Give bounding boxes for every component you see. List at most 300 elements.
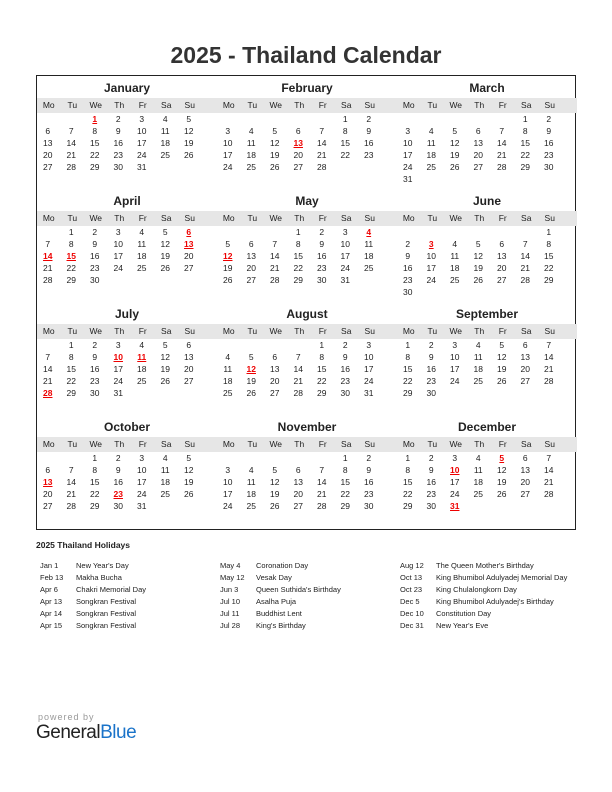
day: 8 (405, 352, 411, 362)
week-row (36, 363, 217, 375)
empty-day (240, 452, 264, 464)
day: 18 (246, 150, 256, 160)
day: 10 (223, 477, 233, 487)
holiday-item (400, 584, 580, 596)
holiday-day: 4 (366, 227, 372, 237)
day: 5 (186, 114, 192, 124)
empty-day (287, 452, 311, 464)
day: 24 (137, 150, 147, 160)
empty-day (263, 226, 287, 238)
day: 22 (66, 376, 76, 386)
empty-day (443, 113, 467, 125)
day: 27 (293, 162, 303, 172)
day: 18 (246, 489, 256, 499)
empty-day (36, 452, 60, 464)
weekday-label: Mo (42, 439, 55, 449)
day: 1 (295, 227, 301, 237)
day: 5 (162, 340, 168, 350)
day: 24 (403, 162, 413, 172)
day: 7 (68, 465, 74, 475)
holiday-date: Jul 10 (220, 597, 241, 606)
week-row (216, 339, 397, 351)
weekday-label: Fr (138, 100, 147, 110)
day: 2 (428, 340, 434, 350)
empty-day (490, 113, 514, 125)
day: 2 (366, 114, 372, 124)
day: 16 (113, 477, 123, 487)
week-row (396, 476, 577, 488)
day: 22 (66, 263, 76, 273)
day: 8 (92, 126, 98, 136)
day: 4 (452, 239, 458, 249)
day: 18 (364, 251, 374, 261)
week-row (36, 238, 217, 250)
month-name: August (286, 307, 328, 321)
day: 1 (319, 340, 325, 350)
day: 14 (43, 364, 53, 374)
weekday-header (397, 324, 577, 339)
day: 4 (139, 227, 145, 237)
weekday-label: Sa (161, 100, 172, 110)
day: 22 (293, 263, 303, 273)
day: 14 (520, 251, 530, 261)
day: 1 (342, 114, 348, 124)
week-row (396, 125, 577, 137)
holiday-date: May 12 (220, 573, 245, 582)
empty-day (263, 452, 287, 464)
day: 29 (520, 162, 530, 172)
holiday-date: Apr 6 (40, 585, 58, 594)
month-april (37, 189, 217, 302)
weekday-label: Sa (521, 213, 532, 223)
day: 22 (403, 489, 413, 499)
day: 16 (544, 138, 554, 148)
day: 14 (497, 138, 507, 148)
weekday-label: We (449, 100, 463, 110)
day: 4 (248, 465, 254, 475)
holiday-item (40, 596, 220, 608)
day: 11 (223, 364, 233, 374)
holiday-day: 11 (137, 352, 147, 362)
day: 9 (428, 352, 434, 362)
weekday-label: Sa (521, 326, 532, 336)
holiday-item (220, 560, 400, 572)
weekday-label: We (449, 326, 463, 336)
day: 31 (137, 162, 147, 172)
week-row (396, 363, 577, 375)
day: 25 (160, 150, 170, 160)
day: 27 (43, 501, 53, 511)
week-row (396, 488, 577, 500)
day: 29 (90, 501, 100, 511)
day: 26 (473, 275, 483, 285)
day: 6 (475, 126, 481, 136)
day: 26 (184, 150, 194, 160)
day: 5 (186, 453, 192, 463)
week-row (216, 125, 397, 137)
holiday-date: Apr 15 (40, 621, 63, 630)
day: 2 (115, 453, 121, 463)
empty-day (240, 113, 264, 125)
day: 7 (522, 239, 528, 249)
day: 6 (295, 465, 301, 475)
generalblue-logo[interactable] (36, 712, 136, 744)
day: 13 (246, 251, 256, 261)
holiday-day: 13 (43, 477, 53, 487)
month-name: September (455, 307, 519, 321)
day: 15 (90, 477, 100, 487)
holiday-date: Apr 13 (40, 597, 63, 606)
weekday-label: Mo (222, 439, 235, 449)
day: 8 (522, 126, 528, 136)
day: 14 (66, 477, 76, 487)
weekday-header (217, 437, 397, 452)
holiday-date: Dec 10 (400, 609, 424, 618)
day: 3 (452, 453, 458, 463)
day: 25 (137, 376, 147, 386)
weekday-label: Tu (427, 439, 438, 449)
weekday-label: Mo (222, 100, 235, 110)
day: 24 (223, 162, 233, 172)
day: 26 (497, 376, 507, 386)
day: 24 (113, 376, 123, 386)
day: 29 (66, 275, 76, 285)
day: 14 (544, 352, 554, 362)
day: 12 (184, 126, 194, 136)
day: 26 (497, 489, 507, 499)
week-row (396, 286, 577, 298)
day: 4 (139, 340, 145, 350)
day: 21 (317, 150, 327, 160)
week-row (216, 375, 397, 387)
holiday-day: 10 (113, 352, 123, 362)
weekday-label: Su (364, 326, 375, 336)
day: 2 (319, 227, 325, 237)
empty-day (396, 113, 420, 125)
holiday-name: Songkran Festival (76, 609, 137, 618)
month-july (37, 302, 217, 415)
day: 2 (366, 453, 372, 463)
week-row (216, 262, 397, 274)
day: 30 (113, 162, 123, 172)
week-row (36, 339, 217, 351)
day: 23 (90, 263, 100, 273)
day: 6 (186, 340, 192, 350)
month-name: July (114, 307, 139, 321)
weekday-label: Su (184, 326, 195, 336)
day: 17 (223, 489, 233, 499)
week-row (396, 173, 577, 185)
holiday-list (36, 540, 596, 630)
holiday-item (40, 584, 220, 596)
page-title: 2025 - Thailand Calendar (170, 42, 442, 68)
day: 7 (295, 352, 301, 362)
day: 28 (66, 501, 76, 511)
holiday-item (220, 608, 400, 620)
day: 28 (520, 275, 530, 285)
day: 5 (162, 227, 168, 237)
day: 18 (137, 364, 147, 374)
holiday-day: 31 (450, 501, 460, 511)
week-row (36, 125, 217, 137)
weekday-label: We (269, 213, 283, 223)
day: 5 (452, 126, 458, 136)
day: 26 (184, 489, 194, 499)
holiday-day: 1 (92, 114, 98, 124)
holiday-day: 12 (223, 251, 233, 261)
calendar-grid (36, 75, 576, 530)
weekday-label: We (89, 213, 103, 223)
day: 14 (317, 138, 327, 148)
day: 18 (426, 150, 436, 160)
weekday-label: Th (474, 326, 485, 336)
weekday-label: Mo (402, 100, 415, 110)
holiday-name: Buddhist Lent (256, 609, 302, 618)
empty-day (216, 452, 240, 464)
day: 28 (544, 489, 554, 499)
day: 17 (364, 364, 374, 374)
day: 26 (223, 275, 233, 285)
day: 7 (319, 465, 325, 475)
holiday-item (220, 620, 400, 632)
month-september (397, 302, 577, 415)
empty-day (240, 226, 264, 238)
day: 3 (405, 126, 411, 136)
day: 15 (544, 251, 554, 261)
empty-day (467, 226, 491, 238)
weekday-label: We (449, 213, 463, 223)
holiday-column (40, 560, 220, 632)
holiday-day: 15 (66, 251, 76, 261)
day: 22 (340, 150, 350, 160)
day: 27 (520, 489, 530, 499)
week-row (396, 161, 577, 173)
day: 20 (270, 376, 280, 386)
empty-day (60, 113, 84, 125)
day: 20 (43, 489, 53, 499)
brand-name (36, 722, 136, 744)
empty-day (216, 113, 240, 125)
day: 12 (184, 465, 194, 475)
day: 6 (45, 465, 51, 475)
day: 14 (66, 138, 76, 148)
week-row (36, 113, 217, 125)
weekday-label: Sa (161, 326, 172, 336)
day: 20 (520, 477, 530, 487)
holiday-name: King Bhumibol Adulyadej's Birthday (436, 597, 554, 606)
day: 10 (364, 352, 374, 362)
day: 24 (364, 376, 374, 386)
week-row (396, 464, 577, 476)
day: 18 (473, 477, 483, 487)
day: 4 (162, 114, 168, 124)
day: 1 (342, 453, 348, 463)
day: 31 (137, 501, 147, 511)
day: 8 (68, 352, 74, 362)
day: 16 (90, 251, 100, 261)
day: 17 (223, 150, 233, 160)
day: 22 (340, 489, 350, 499)
week-row (216, 351, 397, 363)
day: 16 (317, 251, 327, 261)
holiday-name: Chakri Memorial Day (76, 585, 147, 594)
week-row (396, 262, 577, 274)
day: 16 (90, 364, 100, 374)
day: 9 (546, 126, 552, 136)
week-row (36, 464, 217, 476)
day: 15 (403, 364, 413, 374)
week-row (216, 250, 397, 262)
empty-day (36, 339, 60, 351)
day: 20 (293, 489, 303, 499)
day: 4 (475, 340, 481, 350)
holiday-name: The Queen Mother's Birthday (436, 561, 534, 570)
day: 18 (160, 138, 170, 148)
month-june (397, 189, 577, 302)
day: 19 (497, 477, 507, 487)
holiday-column (220, 560, 400, 632)
day: 22 (317, 376, 327, 386)
day: 20 (43, 150, 53, 160)
weekday-label: Mo (222, 213, 235, 223)
weekday-label: Th (294, 326, 305, 336)
week-row (216, 238, 397, 250)
week-row (36, 500, 217, 512)
holiday-date: Apr 14 (40, 609, 63, 618)
week-row (36, 250, 217, 262)
month-name: October (103, 420, 150, 434)
day: 12 (160, 239, 170, 249)
empty-day (490, 226, 514, 238)
weekday-header (37, 324, 217, 339)
day: 8 (405, 465, 411, 475)
weekday-label: We (269, 439, 283, 449)
empty-day (467, 113, 491, 125)
day: 15 (90, 138, 100, 148)
brand-blue: Blue (100, 722, 137, 743)
day: 11 (246, 138, 256, 148)
day: 23 (364, 150, 374, 160)
month-name: December (457, 420, 517, 434)
day: 20 (293, 150, 303, 160)
week-row (36, 375, 217, 387)
day: 9 (366, 465, 372, 475)
weekday-label: Su (544, 439, 555, 449)
week-row (216, 149, 397, 161)
weekday-label: Sa (521, 439, 532, 449)
day: 2 (342, 340, 348, 350)
weekday-label: Su (544, 326, 555, 336)
weekday-label: Su (364, 100, 375, 110)
day: 5 (475, 239, 481, 249)
day: 11 (473, 465, 483, 475)
day: 16 (403, 263, 413, 273)
day: 30 (426, 388, 436, 398)
day: 28 (317, 501, 327, 511)
empty-day (263, 113, 287, 125)
holiday-day: 23 (113, 489, 123, 499)
day: 3 (225, 126, 231, 136)
day: 11 (160, 126, 170, 136)
weekday-header (37, 437, 217, 452)
week-row (36, 351, 217, 363)
week-row (216, 488, 397, 500)
day: 21 (66, 150, 76, 160)
weekday-label: Fr (498, 213, 507, 223)
weekday-label: Mo (402, 213, 415, 223)
empty-day (420, 113, 444, 125)
day: 5 (225, 239, 231, 249)
month-august (217, 302, 397, 415)
day: 29 (66, 388, 76, 398)
day: 19 (450, 150, 460, 160)
day: 13 (520, 352, 530, 362)
weekday-label: Fr (138, 326, 147, 336)
day: 23 (426, 489, 436, 499)
empty-day (420, 226, 444, 238)
day: 28 (43, 275, 53, 285)
day: 24 (223, 501, 233, 511)
day: 31 (403, 174, 413, 184)
week-row (216, 161, 397, 173)
day: 16 (426, 364, 436, 374)
week-row (216, 113, 397, 125)
holiday-name: Makha Bucha (76, 573, 122, 582)
day: 25 (364, 263, 374, 273)
holiday-day: 13 (293, 138, 303, 148)
day: 14 (317, 477, 327, 487)
day: 27 (520, 376, 530, 386)
empty-day (514, 226, 538, 238)
week-row (396, 274, 577, 286)
day: 3 (139, 453, 145, 463)
brand-general: General (36, 722, 101, 743)
day: 17 (113, 364, 123, 374)
day: 28 (270, 275, 280, 285)
holiday-item (400, 560, 580, 572)
day: 27 (43, 162, 53, 172)
day: 14 (293, 364, 303, 374)
weekday-label: Tu (427, 100, 438, 110)
day: 11 (160, 465, 170, 475)
day: 10 (403, 138, 413, 148)
week-row (396, 351, 577, 363)
weekday-label: Su (184, 100, 195, 110)
weekday-label: Sa (161, 213, 172, 223)
day: 10 (137, 465, 147, 475)
weekday-label: Th (114, 439, 125, 449)
weekday-label: Mo (402, 439, 415, 449)
weekday-header (37, 98, 217, 113)
day: 19 (270, 150, 280, 160)
day: 28 (317, 162, 327, 172)
day: 21 (43, 376, 53, 386)
weekday-label: Fr (498, 100, 507, 110)
day: 15 (317, 364, 327, 374)
weekday-label: Tu (427, 326, 438, 336)
holiday-date: Jul 28 (220, 621, 241, 630)
weekday-header (397, 98, 577, 113)
month-name: June (472, 194, 501, 208)
day: 16 (340, 364, 350, 374)
day: 23 (544, 150, 554, 160)
day: 15 (403, 477, 413, 487)
holiday-date: Jan 1 (40, 561, 59, 570)
weekday-label: Th (114, 326, 125, 336)
day: 9 (342, 352, 348, 362)
day: 1 (522, 114, 528, 124)
holiday-name: Vesak Day (256, 573, 292, 582)
